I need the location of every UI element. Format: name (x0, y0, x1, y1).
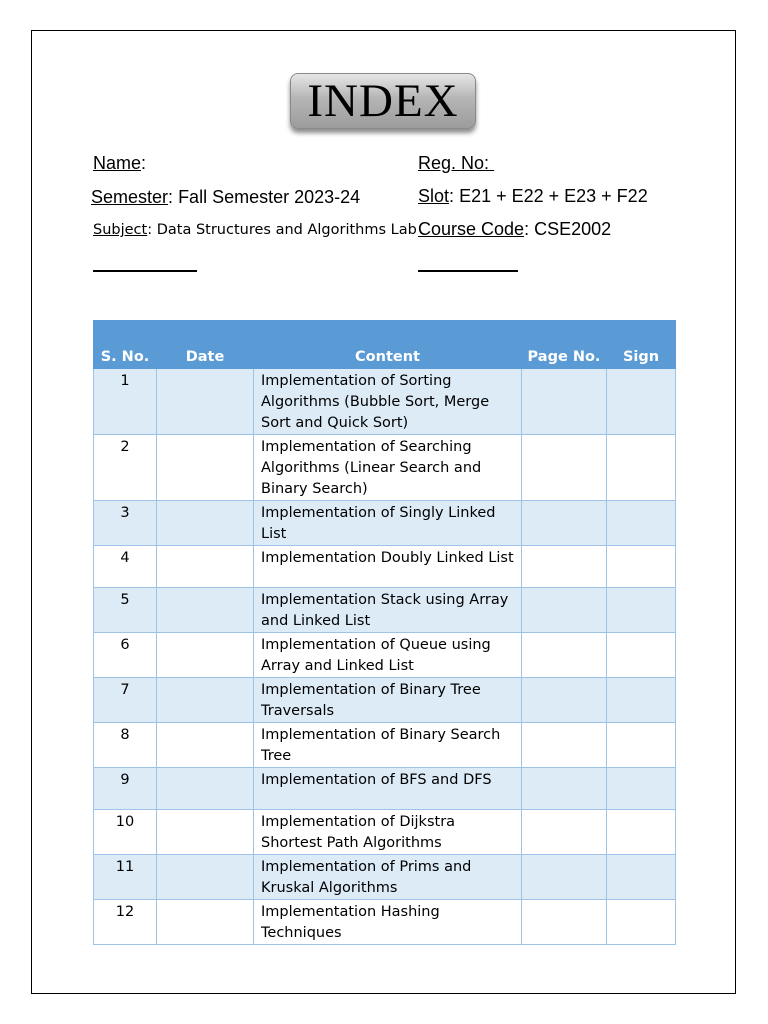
cell-content: Implementation of Queue using Array and Linked List (254, 633, 522, 678)
cell-date (157, 369, 254, 435)
cell-content: Implementation of Sorting Algorithms (Bubble Sort, Merge Sort and Quick Sort) (254, 369, 522, 435)
slot-field (418, 185, 648, 207)
cell-content: Implementation of Singly Linked List (254, 501, 522, 546)
cell-content: Implementation of BFS and DFS (254, 768, 522, 810)
colon: : (168, 187, 174, 207)
reg-no-label: Reg. No (418, 153, 485, 173)
colon: : (141, 153, 147, 173)
name-field (93, 152, 146, 174)
cell-sign (607, 501, 676, 546)
table-row (94, 678, 676, 723)
cell-sno: 8 (94, 723, 157, 768)
table-row (94, 546, 676, 588)
index-table (93, 320, 676, 945)
cell-date (157, 633, 254, 678)
colon: : (524, 219, 530, 239)
cell-date (157, 810, 254, 855)
reg-no-field (418, 152, 494, 174)
cell-sign (607, 588, 676, 633)
underline-rule-right (418, 270, 518, 272)
cell-page-no (522, 588, 607, 633)
cell-page-no (522, 810, 607, 855)
cell-content: Implementation of Prims and Kruskal Algorithms (254, 855, 522, 900)
course-code-field (418, 218, 611, 240)
cell-page-no (522, 855, 607, 900)
cell-date (157, 855, 254, 900)
cell-page-no (522, 633, 607, 678)
cell-date (157, 588, 254, 633)
cell-page-no (522, 768, 607, 810)
cell-sign (607, 768, 676, 810)
cell-sno: 4 (94, 546, 157, 588)
table-row (94, 855, 676, 900)
cell-date (157, 678, 254, 723)
cell-content: Implementation of Binary Search Tree (254, 723, 522, 768)
header-page-no: Page No. (522, 321, 607, 369)
slot-label: Slot (418, 186, 450, 206)
header-date: Date (157, 321, 254, 369)
table-row (94, 588, 676, 633)
table-row (94, 900, 676, 945)
cell-date (157, 900, 254, 945)
cell-content: Implementation of Binary Tree Traversals (254, 678, 522, 723)
cell-page-no (522, 723, 607, 768)
colon: : (449, 186, 455, 206)
table-row (94, 633, 676, 678)
cell-sno: 7 (94, 678, 157, 723)
semester-label: Semester (91, 187, 169, 207)
cell-date (157, 768, 254, 810)
cell-sno: 11 (94, 855, 157, 900)
cell-sign (607, 633, 676, 678)
cell-content: Implementation of Dijkstra Shortest Path Algorithms (254, 810, 522, 855)
cell-content: Implementation Doubly Linked List (254, 546, 522, 588)
table-row (94, 369, 676, 435)
cell-sno: 6 (94, 633, 157, 678)
cell-page-no (522, 678, 607, 723)
cell-page-no (522, 546, 607, 588)
cell-date (157, 501, 254, 546)
cell-sign (607, 369, 676, 435)
semester-value: Fall Semester 2023-24 (178, 187, 361, 207)
cell-date (157, 546, 254, 588)
subject-value: Data Structures and Algorithms Lab (156, 222, 417, 238)
cell-sign (607, 678, 676, 723)
cell-sno: 9 (94, 768, 157, 810)
semester-field (91, 186, 360, 208)
cell-sno: 2 (94, 435, 157, 501)
cell-sign (607, 900, 676, 945)
cell-content: Implementation Hashing Techniques (254, 900, 522, 945)
table-body (94, 369, 676, 945)
index-title: INDEX (290, 73, 476, 129)
cell-sign (607, 546, 676, 588)
cell-page-no (522, 900, 607, 945)
name-label: Name (93, 153, 142, 173)
colon: : (147, 222, 153, 238)
cell-page-no (522, 369, 607, 435)
cell-sign (607, 435, 676, 501)
table-row (94, 435, 676, 501)
cell-sno: 1 (94, 369, 157, 435)
table-row (94, 768, 676, 810)
cell-sno: 5 (94, 588, 157, 633)
cell-sno: 12 (94, 900, 157, 945)
course-code-value: CSE2002 (534, 219, 612, 239)
subject-field (93, 219, 417, 241)
cell-page-no (522, 501, 607, 546)
colon: : (484, 153, 495, 173)
table-row (94, 501, 676, 546)
table-row (94, 723, 676, 768)
underline-rule-left (93, 270, 197, 272)
header-sign: Sign (607, 321, 676, 369)
cell-sign (607, 810, 676, 855)
cell-page-no (522, 435, 607, 501)
cell-sno: 3 (94, 501, 157, 546)
cell-date (157, 723, 254, 768)
slot-value: E21 + E22 + E23 + F22 (459, 186, 648, 206)
header-sno: S. No. (94, 321, 157, 369)
course-code-label: Course Code (418, 219, 525, 239)
cell-sign (607, 855, 676, 900)
header-content: Content (254, 321, 522, 369)
cell-sign (607, 723, 676, 768)
cell-date (157, 435, 254, 501)
table-row (94, 810, 676, 855)
cell-content: Implementation Stack using Array and Linked List (254, 588, 522, 633)
cell-content: Implementation of Searching Algorithms (Linear Search and Binary Search) (254, 435, 522, 501)
cell-sno: 10 (94, 810, 157, 855)
subject-label: Subject (93, 222, 148, 238)
table-header-row (94, 321, 676, 369)
